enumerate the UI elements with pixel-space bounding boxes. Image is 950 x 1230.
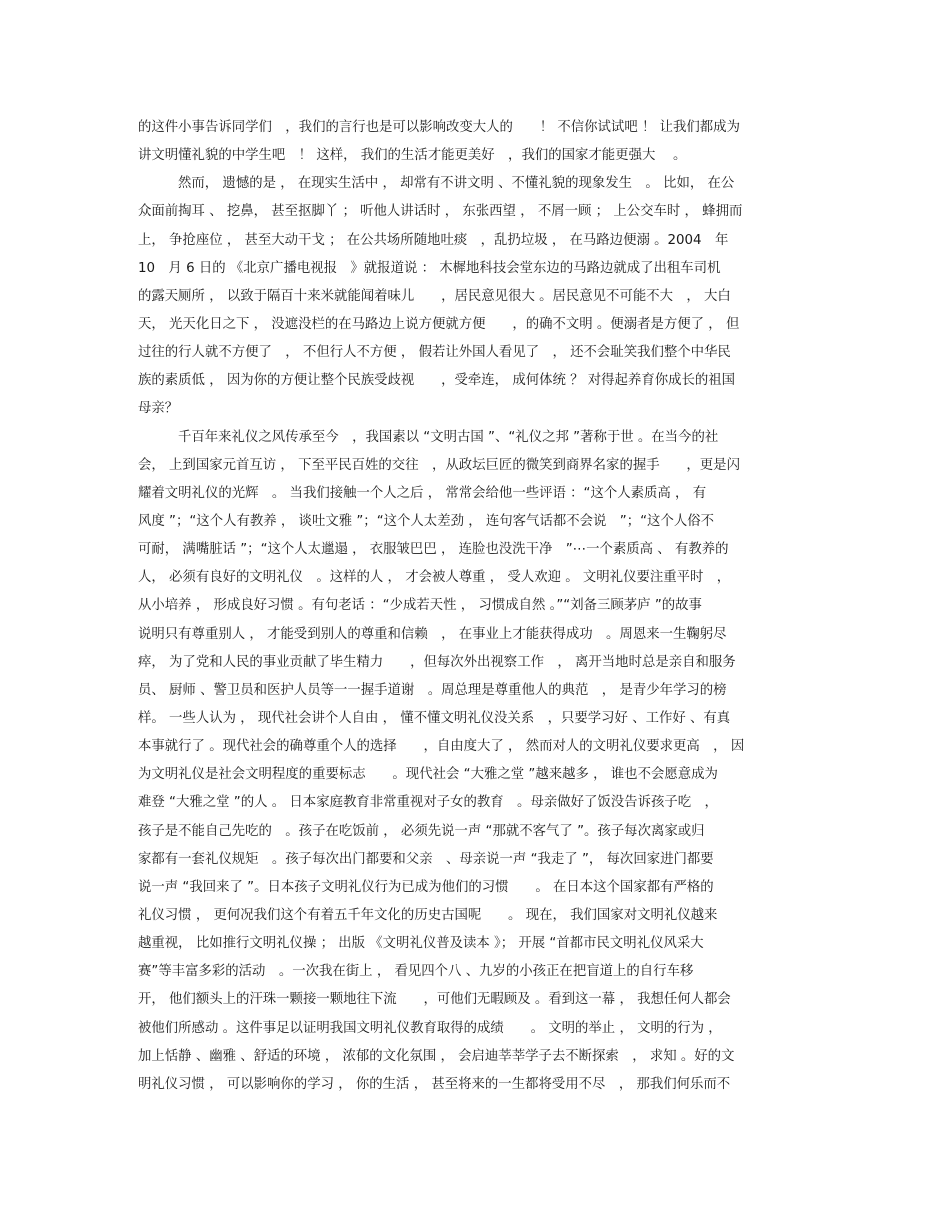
text-line: 孩子是不能自己先吃的 。孩子在吃饭前 ， 必须先说一声 “那就不客气了 ”。孩子每次离家或归 bbox=[138, 823, 705, 839]
text-line: 样。 一些人认为 ， 现代社会讲个人自由 ， 懂不懂文明礼仪没关系 ，只要学习好 、工作好 、有真 bbox=[138, 710, 731, 726]
body-text bbox=[138, 114, 818, 1099]
text-line: 越重视， 比如推行文明礼仪操 ； 出版 《文明礼仪普及读本 》； 开展 “首都市民文明礼仪风采大 bbox=[138, 936, 704, 952]
text-line: 明礼仪习惯 ， 可以影响你的学习 ， 你的生活 ， 甚至将来的一生都将受用不尽 ， 那我们何乐而不 bbox=[138, 1076, 731, 1092]
text-line: 10 月 6 日的 《北京广播电视报 》就报道说 ： 木樨地科技会堂东边的马路边就成了出租车司机 bbox=[138, 260, 721, 276]
text-line: 的露天厕所 ， 以致于隔百十来米就能闻着味儿 ，居民意见很大 。居民意见不可能不大 ， 大白 bbox=[138, 288, 731, 304]
text-line: 加上恬静 、幽雅 、舒适的环境 ， 浓郁的文化氛围 ， 会启迪莘莘学子去不断探索 ， 求知 。好的文 bbox=[138, 1048, 735, 1064]
text-line: 讲文明懂礼貌的中学生吧 ！ 这样， 我们的生活才能更美好 ，我们的国家才能更强大 。 bbox=[138, 148, 687, 164]
text-line: 耀着文明礼仪的光辉 。 当我们接触一个人之后 ， 常常会给他一些评语 ：“这个人素质高 ， 有 bbox=[138, 485, 707, 501]
text-line: 风度 ”；“这个人有教养 ， 谈吐文雅 ”；“这个人太差劲 ， 连句客气话都不会说 ”；“这个人俗不 bbox=[138, 513, 715, 529]
text-line: 礼仪习惯 ， 更何况我们这个有着五千年文化的历史古国呢 。 现在， 我们国家对文明礼仪越来 bbox=[138, 907, 718, 923]
text-line: 众面前掏耳 、 挖鼻， 甚至抠脚丫 ； 听他人讲话时 ， 东张西望 ， 不屑一顾 ； 上公交车时 ， 蜂拥而 bbox=[138, 204, 743, 220]
text-line: 过往的行人就不方便了 ， 不但行人不方便 ， 假若让外国人看见了 ， 还不会耻笑我们整个中华民 bbox=[138, 345, 731, 361]
text-line: 本事就行了 。现代社会的确尊重个人的选择 ，自由度大了 ， 然而对人的文明礼仪要求更高 ， 因 bbox=[138, 739, 745, 755]
text-line: 母亲？ bbox=[138, 401, 179, 417]
text-line: 族的素质低 ， 因为你的方便让整个民族受歧视 ，受牵连， 成何体统 ？ 对得起养育你成长的祖国 bbox=[138, 373, 736, 389]
text-line: 赛”等丰富多彩的活动 。一次我在街上 ， 看见四个八 、九岁的小孩正在把盲道上的自行车移 bbox=[138, 964, 694, 980]
text-line: 说明只有尊重别人 ， 才能受到别人的尊重和信赖 ， 在事业上才能获得成功 。周恩来一生鞠躬尽 bbox=[138, 626, 727, 642]
text-line: 上， 争抢座位 ， 甚至大动干戈 ； 在公共场所随地吐痰 ，乱扔垃圾 ， 在马路边便溺 。2004 年 bbox=[138, 232, 729, 248]
text-line: 会， 上到国家元首互访 ， 下至平民百姓的交往 ，从政坛巨匠的微笑到商界名家的握手 ，更是闪 bbox=[138, 457, 740, 473]
text-line: 难登 “大雅之堂 ”的人 。 日本家庭教育非常重视对子女的教育 。母亲做好了饭没告诉孩子吃 ， bbox=[138, 795, 718, 811]
text-line: 被他们所感动 。这件事足以证明我国文明礼仪教育取得的成绩 。 文明的举止 ， 文明的行为 ， bbox=[138, 1020, 722, 1036]
text-line: 的这件小事告诉同学们 ，我们的言行也是可以影响改变大人的 ！ 不信你试试吧 ！ 让我们都成为 bbox=[138, 120, 740, 135]
text-line: 天， 光天化日之下 ， 没遮没栏的在马路边上说方便就方便 ，的确不文明 。便溺者是方便了 ， 但 bbox=[138, 316, 740, 332]
text-line: 开， 他们额头上的汗珠一颗接一颗地往下流 ，可他们无暇顾及 。看到这一幕 ， 我想任何人都会 bbox=[138, 992, 731, 1008]
text-line: 员、 厨师 、警卫员和医护人员等一一握手道谢 。周总理是尊重他人的典范 ， 是青少年学习的榜 bbox=[138, 682, 727, 698]
text-line: 为文明礼仪是社会文明程度的重要标志 。现代社会 “大雅之堂 ”越来越多 ， 谁也不会愿意成为 bbox=[138, 767, 718, 783]
text-line: 然而， 遗憾的是 ， 在现实生活中 ， 却常有不讲文明 、不懂礼貌的现象发生 。 比如， 在公 bbox=[178, 176, 735, 192]
text-line: 说一声 “我回来了 ”。日本孩子文明礼仪行为已成为他们的习惯 。 在日本这个国家都有严格的 bbox=[138, 879, 714, 895]
text-line: 瘁， 为了党和人民的事业贡献了毕生精力 ，但每次外出视察工作 ， 离开当地时总是亲自和服务 bbox=[138, 654, 736, 670]
text-line: 从小培养 ， 形成良好习惯 。有句老话 ：“少成若天性 ， 习惯成自然 。”“刘备三顾茅庐 ”的故事 bbox=[138, 598, 702, 614]
text-line: 家都有一套礼仪规矩 。孩子每次出门都要和父亲 、母亲说一声 “我走了 ”， 每次回家进门都要 bbox=[138, 851, 714, 867]
text-line: 千百年来礼仪之风传承至今 ，我国素以 “文明古国 ”、“礼仪之邦 ”著称于世 。在当今的社 bbox=[178, 429, 719, 445]
text-line: 可耐， 满嘴脏话 ”；“这个人太邋遢 ， 衣服皱巴巴 ， 连脸也没洗干净 ”⋯一个素质高 、 有教养的 bbox=[138, 542, 729, 558]
text-line: 人， 必须有良好的文明礼仪 。这样的人 ， 才会被人尊重 ， 受人欢迎 。 文明礼仪要注重平时 ， bbox=[138, 570, 731, 586]
